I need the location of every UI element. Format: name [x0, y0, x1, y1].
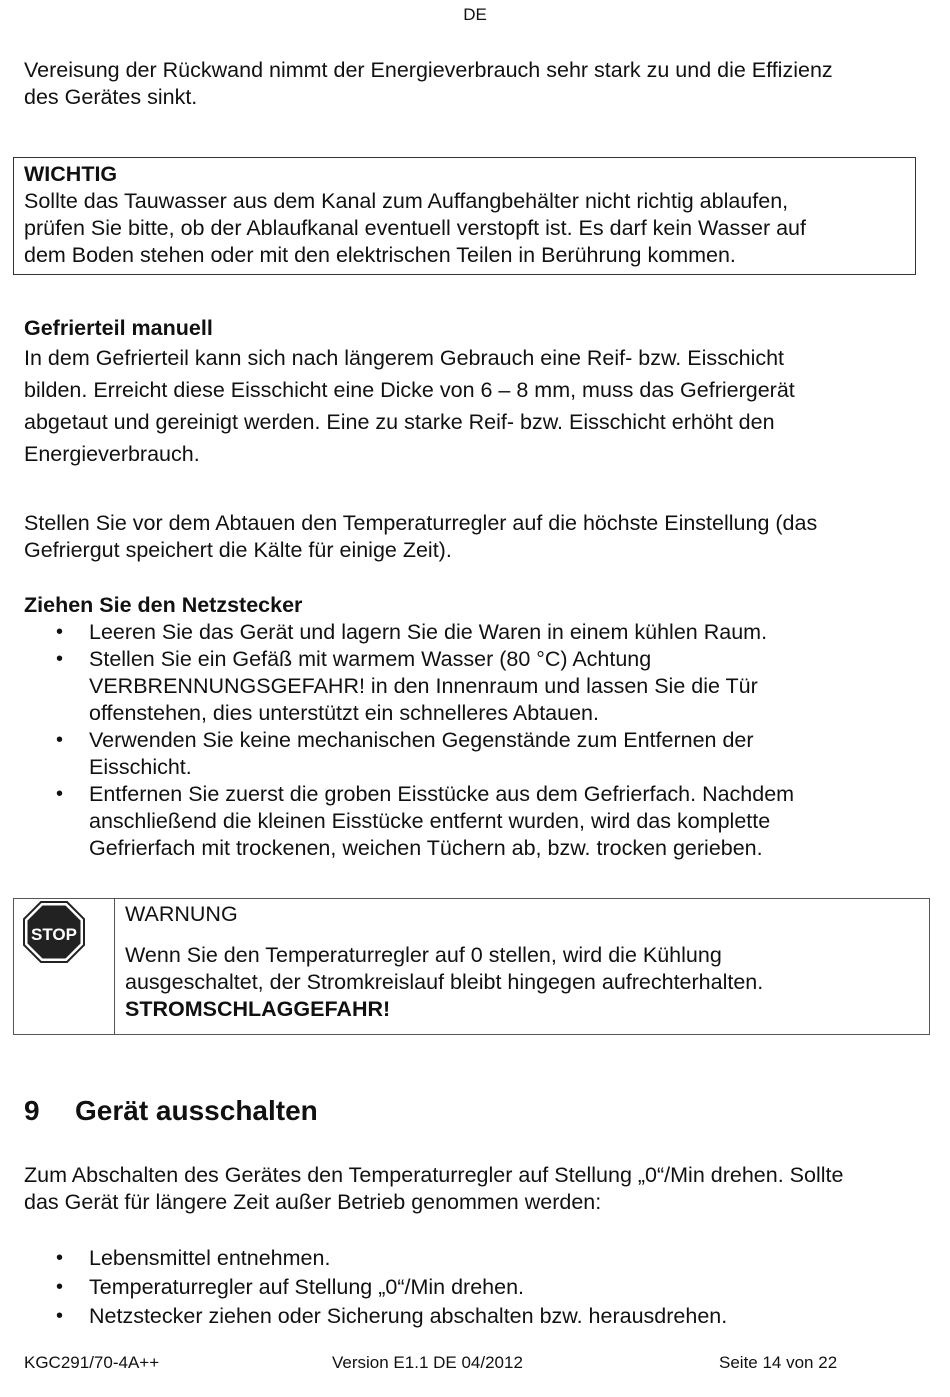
- footer-model: KGC291/70-4A++: [24, 1353, 160, 1372]
- bullet-icon: •: [56, 1276, 64, 1298]
- freezer-manual-line: abgetaut und gereinigt werden. Eine zu starke Reif- bzw. Eisschicht erhöht den: [24, 410, 775, 434]
- list-item: [24, 727, 924, 781]
- intro-line: des Gerätes sinkt.: [24, 85, 198, 109]
- unplug-heading: Ziehen Sie den Netzstecker: [24, 593, 303, 617]
- list-item-line: Eisschicht.: [89, 755, 192, 779]
- freezer-manual-section: [24, 315, 924, 470]
- list-item-line: Leeren Sie das Gerät und lagern Sie die Waren in einem kühlen Raum.: [89, 620, 768, 644]
- section9-paragraph: [24, 1162, 924, 1216]
- important-notice-box: [13, 157, 916, 275]
- list-item-line: Temperaturregler auf Stellung „0“/Min drehen.: [89, 1275, 524, 1299]
- list-item-line: anschließend die kleinen Eisstücke entfernt wurden, wird das komplette: [89, 809, 771, 833]
- intro-line: Vereisung der Rückwand nimmt der Energieverbrauch sehr stark zu und die Effizienz: [24, 58, 833, 82]
- intro-paragraph: [24, 57, 924, 111]
- list-item: [24, 1245, 924, 1272]
- list-item-line: Entfernen Sie zuerst die groben Eisstücke aus dem Gefrierfach. Nachdem: [89, 782, 795, 806]
- warning-title: WARNUNG: [125, 902, 238, 926]
- list-item: [24, 1303, 924, 1330]
- warning-line: ausgeschaltet, der Stromkreislauf bleibt hingegen aufrechterhalten.: [125, 970, 764, 994]
- bullet-icon: •: [56, 648, 64, 670]
- list-item-line: Verwenden Sie keine mechanischen Gegenstände zum Entfernen der: [89, 728, 754, 752]
- warning-text-cell: [115, 899, 929, 1034]
- freezer-manual-heading: Gefrierteil manuell: [24, 316, 213, 340]
- bullet-icon: •: [56, 1247, 64, 1269]
- section9-line: Zum Abschalten des Gerätes den Temperaturregler auf Stellung „0“/Min drehen. Sollte: [24, 1163, 844, 1187]
- footer-page-number: Seite 14 von 22: [719, 1353, 838, 1372]
- list-item-line: VERBRENNUNGSGEFAHR! in den Innenraum und lassen Sie die Tür: [89, 674, 758, 698]
- bullet-icon: •: [56, 729, 64, 751]
- list-item: [24, 1274, 924, 1301]
- list-item-line: Gefrierfach mit trockenen, weichen Tüchern ab, bzw. trocken gerieben.: [89, 836, 763, 860]
- section-number: 9: [24, 1095, 40, 1126]
- section9-list: [24, 1245, 924, 1330]
- list-item: [24, 781, 924, 862]
- unplug-section: [24, 592, 924, 862]
- footer-version: Version E1.1 DE 04/2012: [332, 1353, 523, 1372]
- bullet-icon: •: [56, 1305, 64, 1327]
- freezer-manual-line: Energieverbrauch.: [24, 442, 200, 466]
- warning-body: [125, 942, 919, 1023]
- section9-line: das Gerät für längere Zeit außer Betrieb genommen werden:: [24, 1190, 602, 1214]
- important-line: prüfen Sie bitte, ob der Ablaufkanal eventuell verstopft ist. Es darf kein Wasser auf: [24, 216, 806, 240]
- section9-list-wrapper: [24, 1245, 924, 1330]
- important-title: WICHTIG: [24, 162, 118, 186]
- important-line: dem Boden stehen oder mit den elektrischen Teilen in Berührung kommen.: [24, 243, 736, 267]
- list-item-line: Lebensmittel entnehmen.: [89, 1246, 331, 1270]
- before-defrost-paragraph: [24, 510, 924, 564]
- stop-sign-icon: [23, 901, 85, 963]
- before-defrost-line: Gefriergut speichert die Kälte für einige Zeit).: [24, 538, 452, 562]
- list-item: [24, 619, 924, 646]
- list-item-line: Stellen Sie ein Gefäß mit warmem Wasser (80 °C) Achtung: [89, 647, 652, 671]
- unplug-list: [24, 619, 924, 862]
- bullet-icon: •: [56, 621, 64, 643]
- page-language-header: DE: [463, 5, 487, 24]
- list-item-line: offenstehen, dies unterstützt ein schnelleres Abtauen.: [89, 701, 599, 725]
- section-heading: [24, 1094, 318, 1128]
- warning-line: Wenn Sie den Temperaturregler auf 0 stellen, wird die Kühlung: [125, 943, 722, 967]
- warning-emphasis: STROMSCHLAGGEFAHR!: [125, 997, 391, 1021]
- freezer-manual-line: In dem Gefrierteil kann sich nach längerem Gebrauch eine Reif- bzw. Eisschicht: [24, 346, 785, 370]
- list-item: [24, 646, 924, 727]
- freezer-manual-line: bilden. Erreicht diese Eisschicht eine Dicke von 6 – 8 mm, muss das Gefriergerät: [24, 378, 795, 402]
- important-line: Sollte das Tauwasser aus dem Kanal zum Auffangbehälter nicht richtig ablaufen,: [24, 189, 789, 213]
- warning-box: [13, 898, 930, 1035]
- warning-icon-cell: [14, 899, 115, 1034]
- before-defrost-line: Stellen Sie vor dem Abtauen den Temperaturregler auf die höchste Einstellung (das: [24, 511, 818, 535]
- stop-sign-text: STOP: [31, 925, 77, 944]
- section-title: Gerät ausschalten: [75, 1095, 318, 1126]
- list-item-line: Netzstecker ziehen oder Sicherung abschalten bzw. herausdrehen.: [89, 1304, 728, 1328]
- bullet-icon: •: [56, 783, 64, 805]
